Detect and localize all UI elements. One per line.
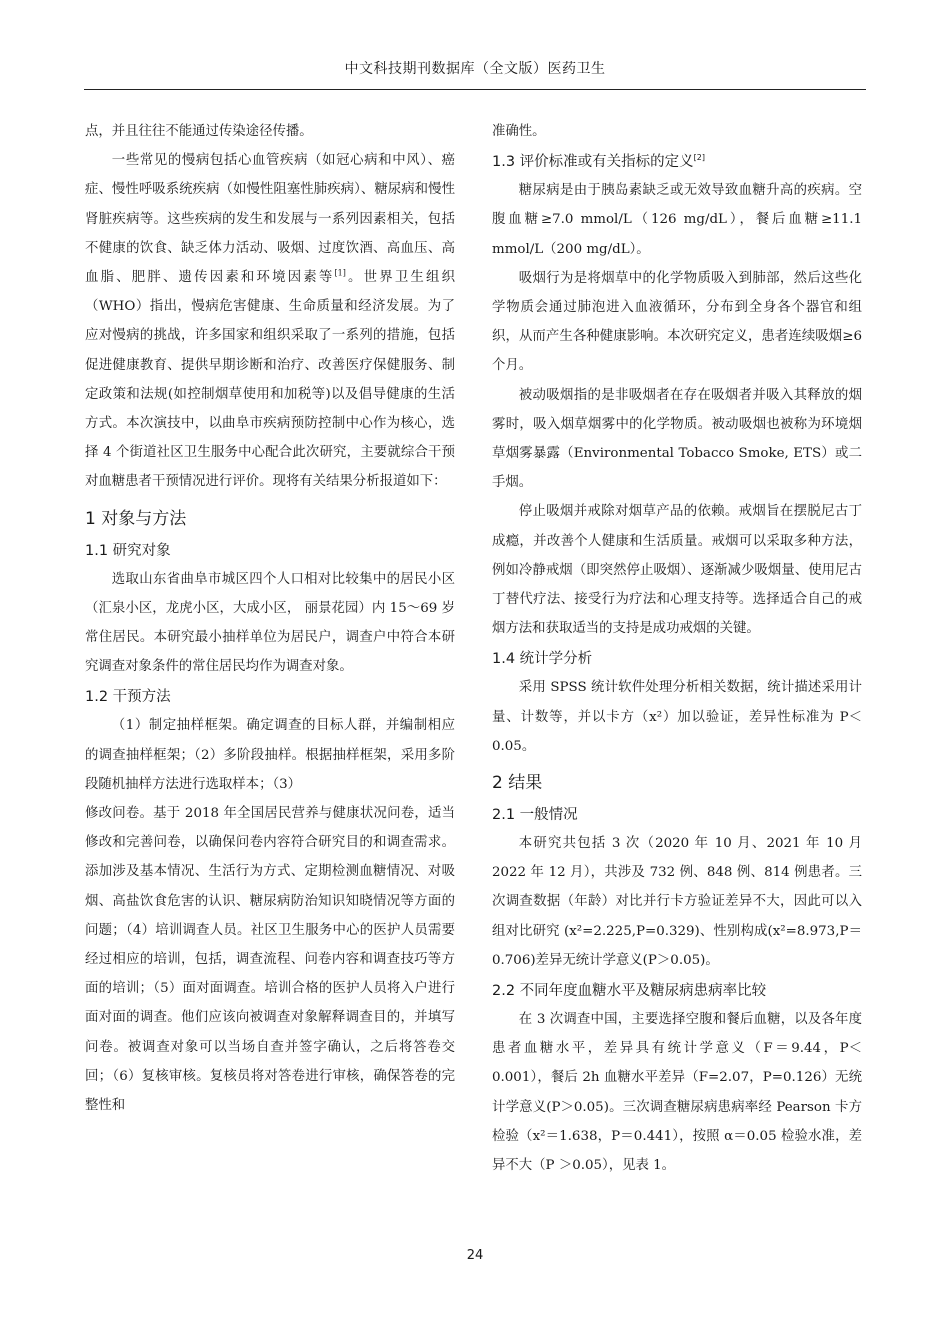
page-number: 24 [466,1248,484,1263]
paragraph-intervention-continued: 修改问卷。基于 2018 年全国居民营养与健康状况问卷，适当修改和完善问卷，以确保问卷内容符合研究目的和调查需求。添加涉及基本情况、生活行为方式、定期检测血糖情况、对吸烟、高盐饮食危害的认识、糖尿病防治知识知晓情况等方面的问题；（4）培训调查人员。社区卫生服务中心的医护人员需要经过相应的培训，包括，调查流程、问卷内容和调查技巧等方面的培训；（5）面对面调查。培训合格的医护人员将入户进行面对面的调查。他们应该向被调查对象解释调查目的，并填写问卷。被调查对象可以当场自查并签字确认，之后将答卷交回；（6）复核审核。复核员将对答卷进行审核，确保答卷的完整性和 [85,806,455,1114]
journal-header: 中文科技期刊数据库（全文版）医药卫生 [344,61,606,77]
paragraph-passive-smoking: 被动吸烟指的是非吸烟者在存在吸烟者并吸入其释放的烟雾时，吸入烟草烟雾中的化学物质。被动吸烟也被称为环境烟草烟雾暴露（Environmental Tobacco Smoke, ETS）或二手烟。 [492,387,862,491]
right-column [492,117,862,1180]
subsection-heading-comparison: 2.2 不同年度血糖水平及糖尿病患病率比较 [492,983,767,1000]
paragraph-diabetes-definition: 糖尿病是由于胰岛素缺乏或无效导致血糖升高的疾病。空腹血糖≥7.0 mmol/L（126 mg/dL），餐后血糖≥11.1 mmol/L（200 mg/dL）。 [492,183,862,257]
citation-ref: [2] [693,153,706,163]
paragraph-quit-smoking: 停止吸烟并戒除对烟草产品的依赖。戒烟旨在摆脱尼古丁成瘾，并改善个人健康和生活质量。戒烟可以采取多种方法，例如冷静戒烟（即突然停止吸烟）、逐渐减少吸烟量、使用尼古丁替代疗法、接受行为疗法和心理支持等。选择适合自己的戒烟方法和获取适当的支持是成功戒烟的关键。 [492,504,862,637]
citation-ref: [1] [334,268,346,278]
paragraph-general: 本研究共包括 3 次（2020 年 10 月、2021 年 10 月 2022 年 12 月），共涉及 732 例、848 例、814 例患者。三次调查数据（年龄）对比并行卡方验证差异不大，因此可以入组对比研究 (x²=2.225,P=0.329)、性别构成(x²=8.973,P＝0.706)差异无统计学意义(P＞0.05)。 [492,836,862,968]
left-column [85,117,455,1120]
paragraph-chronic-diseases [85,146,455,496]
header-rule [84,89,866,90]
paragraph-smoking-definition: 吸烟行为是将烟草中的化学物质吸入到肺部，然后这些化学物质会通过肺泡进入血液循环，分布到全身各个器官和组织，从而产生各种健康影响。本次研究定义，患者连续吸烟≥6 个月。 [492,270,862,374]
paragraph-subjects: 选取山东省曲阜市城区四个人口相对比较集中的居民小区（汇泉小区，龙虎小区，大成小区， 丽景花园）内 15～69 岁常住居民。本研究最小抽样单位为居民户，调查户中符合本研究调查对象条件的常住居民均作为调查对象。 [85,571,455,675]
paragraph-text: 。世界卫生组织（WHO）指出，慢病危害健康、生命质量和经济发展。为了应对慢病的挑战，许多国家和组织采取了一系列的措施，包括促进健康教育、提供早期诊断和治疗、改善医疗保健服务、制定政策和法规(如控制烟草使用和加税等)以及倡导健康的生活方式。本次演技中，以曲阜市疾病预防控制中心作为核心，选择 4 个街道社区卫生服务中心配合此次研究，主要就综合干预对血糖患者干预情况进行评价。现将有关结果分析报道如下： [85,270,455,490]
paragraph-continuation: 点，并且往往不能通过传染途径传播。 [85,124,313,139]
subsection-heading-general: 2.1 一般情况 [492,807,578,824]
subsection-heading-criteria [492,148,862,176]
subsection-heading-subjects: 1.1 研究对象 [85,542,171,559]
paragraph-text: 一些常见的慢病包括心血管疾病（如冠心病和中风）、癌症、慢性呼吸系统疾病（如慢性阻塞性肺疾病）、糖尿病和慢性肾脏疾病等。这些疾病的发生和发展与一系列因素相关，包括不健康的饮食、缺乏体力活动、吸烟、过度饮酒、高血压、高血脂、肥胖、遗传因素和环境因素等 [85,153,455,286]
subsection-heading-intervention: 1.2 干预方法 [85,689,171,706]
section-heading-methods: 1 对象与方法 [85,508,187,529]
paragraph-comparison: 在 3 次调查中国，主要选择空腹和餐后血糖，以及各年度患者血糖水平，差异具有统计学意义（F＝9.44，P＜0.001），餐后 2h 血糖水平差异（F=2.07，P=0.126）无统计学意义(P＞0.05)。三次调查糖尿病患病率经 Pearson 卡方检验（x²＝1.638，P＝0.441），按照 α＝0.05 检验水准，差异不大（P ＞0.05），见表 1。 [492,1012,862,1174]
subsection-heading-statistics: 1.4 统计学分析 [492,651,593,668]
paragraph-intervention-steps: （1）制定抽样框架。确定调查的目标人群，并编制相应的调查抽样框架；（2）多阶段抽样。根据抽样框架，采用多阶段随机抽样方法进行选取样本；（3） [85,718,455,792]
section-heading-results: 2 结果 [492,773,543,794]
paragraph-continuation: 准确性。 [492,124,546,139]
heading-text: 1.3 评价标准或有关指标的定义 [492,154,694,171]
paragraph-statistics: 采用 SPSS 统计软件处理分析相关数据，统计描述采用计量、计数等，并以卡方（x²）加以验证，差异性标准为 P＜0.05。 [492,680,862,754]
